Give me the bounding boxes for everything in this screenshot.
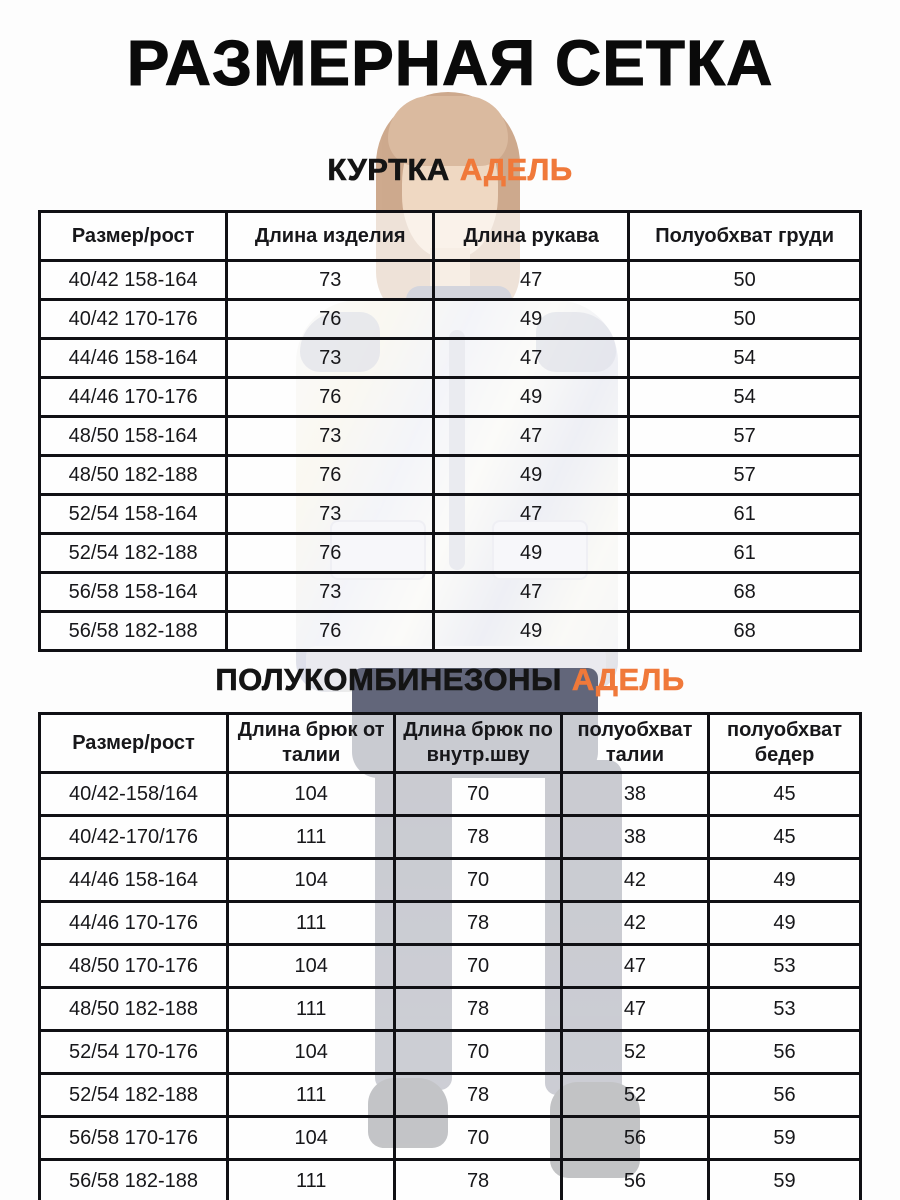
measurement-cell: 49 [434,456,629,495]
measurement-cell: 49 [709,859,861,902]
table-row [40,417,861,456]
measurement-cell: 49 [434,612,629,651]
size-height-cell: 48/50 182-188 [40,456,227,495]
size-height-cell: 56/58 182-188 [40,612,227,651]
measurement-cell: 73 [227,573,434,612]
table-row [40,1031,861,1074]
column-header: Длина изделия [227,212,434,261]
size-height-cell: 44/46 158-164 [40,859,228,902]
measurement-cell: 111 [228,988,395,1031]
table-row [40,1117,861,1160]
header-row [40,714,861,773]
measurement-cell: 52 [561,1031,708,1074]
measurement-cell: 54 [629,339,861,378]
measurement-cell: 68 [629,612,861,651]
table-row [40,816,861,859]
size-height-cell: 52/54 182-188 [40,1074,228,1117]
measurement-cell: 50 [629,261,861,300]
measurement-cell: 42 [561,902,708,945]
jacket-size-table [38,210,862,652]
table-row [40,378,861,417]
measurement-cell: 53 [709,945,861,988]
measurement-cell: 104 [228,945,395,988]
measurement-cell: 49 [709,902,861,945]
measurement-cell: 73 [227,339,434,378]
size-height-cell: 40/42 170-176 [40,300,227,339]
table-row [40,773,861,816]
jacket-section-heading [0,152,900,188]
measurement-cell: 50 [629,300,861,339]
measurement-cell: 76 [227,378,434,417]
column-header: Размер/рост [40,714,228,773]
table-row [40,1160,861,1200]
measurement-cell: 59 [709,1160,861,1200]
measurement-cell: 73 [227,261,434,300]
header-row [40,212,861,261]
size-height-cell: 56/58 170-176 [40,1117,228,1160]
measurement-cell: 61 [629,534,861,573]
measurement-cell: 78 [395,902,562,945]
measurement-cell: 47 [434,261,629,300]
overalls-heading-accent: АДЕЛЬ [571,662,685,697]
measurement-cell: 54 [629,378,861,417]
measurement-cell: 45 [709,773,861,816]
measurement-cell: 76 [227,612,434,651]
measurement-cell: 104 [228,773,395,816]
measurement-cell: 68 [629,573,861,612]
measurement-cell: 47 [561,945,708,988]
table-row [40,339,861,378]
column-header: Длина рукава [434,212,629,261]
measurement-cell: 70 [395,773,562,816]
measurement-cell: 73 [227,417,434,456]
table-row [40,1074,861,1117]
table-row [40,902,861,945]
size-height-cell: 52/54 182-188 [40,534,227,573]
table-row [40,988,861,1031]
measurement-cell: 111 [228,902,395,945]
page-title: РАЗМЕРНАЯ СЕТКА [126,27,774,99]
measurement-cell: 57 [629,417,861,456]
measurement-cell: 61 [629,495,861,534]
size-height-cell: 44/46 170-176 [40,378,227,417]
column-header: Длина брюк по внутр.шву [395,714,562,773]
size-height-cell: 44/46 158-164 [40,339,227,378]
size-height-cell: 56/58 182-188 [40,1160,228,1200]
measurement-cell: 76 [227,300,434,339]
measurement-cell: 78 [395,816,562,859]
measurement-cell: 70 [395,945,562,988]
size-height-cell: 56/58 158-164 [40,573,227,612]
measurement-cell: 111 [228,1160,395,1200]
column-header: полуобхват бедер [709,714,861,773]
overalls-heading-label: ПОЛУКОМБИНЕЗОНЫ [215,662,562,697]
measurement-cell: 47 [434,573,629,612]
measurement-cell: 49 [434,300,629,339]
measurement-cell: 47 [434,339,629,378]
size-height-cell: 40/42 158-164 [40,261,227,300]
column-header: Размер/рост [40,212,227,261]
measurement-cell: 38 [561,773,708,816]
table-row [40,495,861,534]
measurement-cell: 56 [709,1074,861,1117]
measurement-cell: 45 [709,816,861,859]
measurement-cell: 73 [227,495,434,534]
measurement-cell: 70 [395,859,562,902]
measurement-cell: 47 [434,495,629,534]
measurement-cell: 76 [227,534,434,573]
size-height-cell: 48/50 170-176 [40,945,228,988]
measurement-cell: 78 [395,1074,562,1117]
size-height-cell: 44/46 170-176 [40,902,228,945]
jacket-heading-label: КУРТКА [327,152,450,187]
size-height-cell: 52/54 170-176 [40,1031,228,1074]
table-row [40,612,861,651]
measurement-cell: 56 [561,1160,708,1200]
measurement-cell: 42 [561,859,708,902]
measurement-cell: 49 [434,378,629,417]
size-height-cell: 52/54 158-164 [40,495,227,534]
measurement-cell: 104 [228,859,395,902]
measurement-cell: 76 [227,456,434,495]
size-height-cell: 40/42-158/164 [40,773,228,816]
size-height-cell: 48/50 182-188 [40,988,228,1031]
size-height-cell: 48/50 158-164 [40,417,227,456]
table-row [40,859,861,902]
measurement-cell: 78 [395,1160,562,1200]
measurement-cell: 53 [709,988,861,1031]
measurement-cell: 56 [561,1117,708,1160]
column-header: Длина брюк от талии [228,714,395,773]
measurement-cell: 56 [709,1031,861,1074]
table-row [40,945,861,988]
measurement-cell: 47 [434,417,629,456]
measurement-cell: 47 [561,988,708,1031]
measurement-cell: 38 [561,816,708,859]
measurement-cell: 111 [228,1074,395,1117]
measurement-cell: 104 [228,1117,395,1160]
measurement-cell: 70 [395,1117,562,1160]
column-header: Полуобхват груди [629,212,861,261]
table-row [40,534,861,573]
measurement-cell: 70 [395,1031,562,1074]
table-row [40,300,861,339]
jacket-heading-accent: АДЕЛЬ [459,152,573,187]
size-height-cell: 40/42-170/176 [40,816,228,859]
column-header: полуобхват талии [561,714,708,773]
table-row [40,456,861,495]
overalls-section-heading [0,662,900,698]
measurement-cell: 111 [228,816,395,859]
measurement-cell: 104 [228,1031,395,1074]
overalls-size-table [38,712,862,1200]
table-row [40,261,861,300]
measurement-cell: 78 [395,988,562,1031]
measurement-cell: 52 [561,1074,708,1117]
measurement-cell: 59 [709,1117,861,1160]
measurement-cell: 57 [629,456,861,495]
table-row [40,573,861,612]
measurement-cell: 49 [434,534,629,573]
